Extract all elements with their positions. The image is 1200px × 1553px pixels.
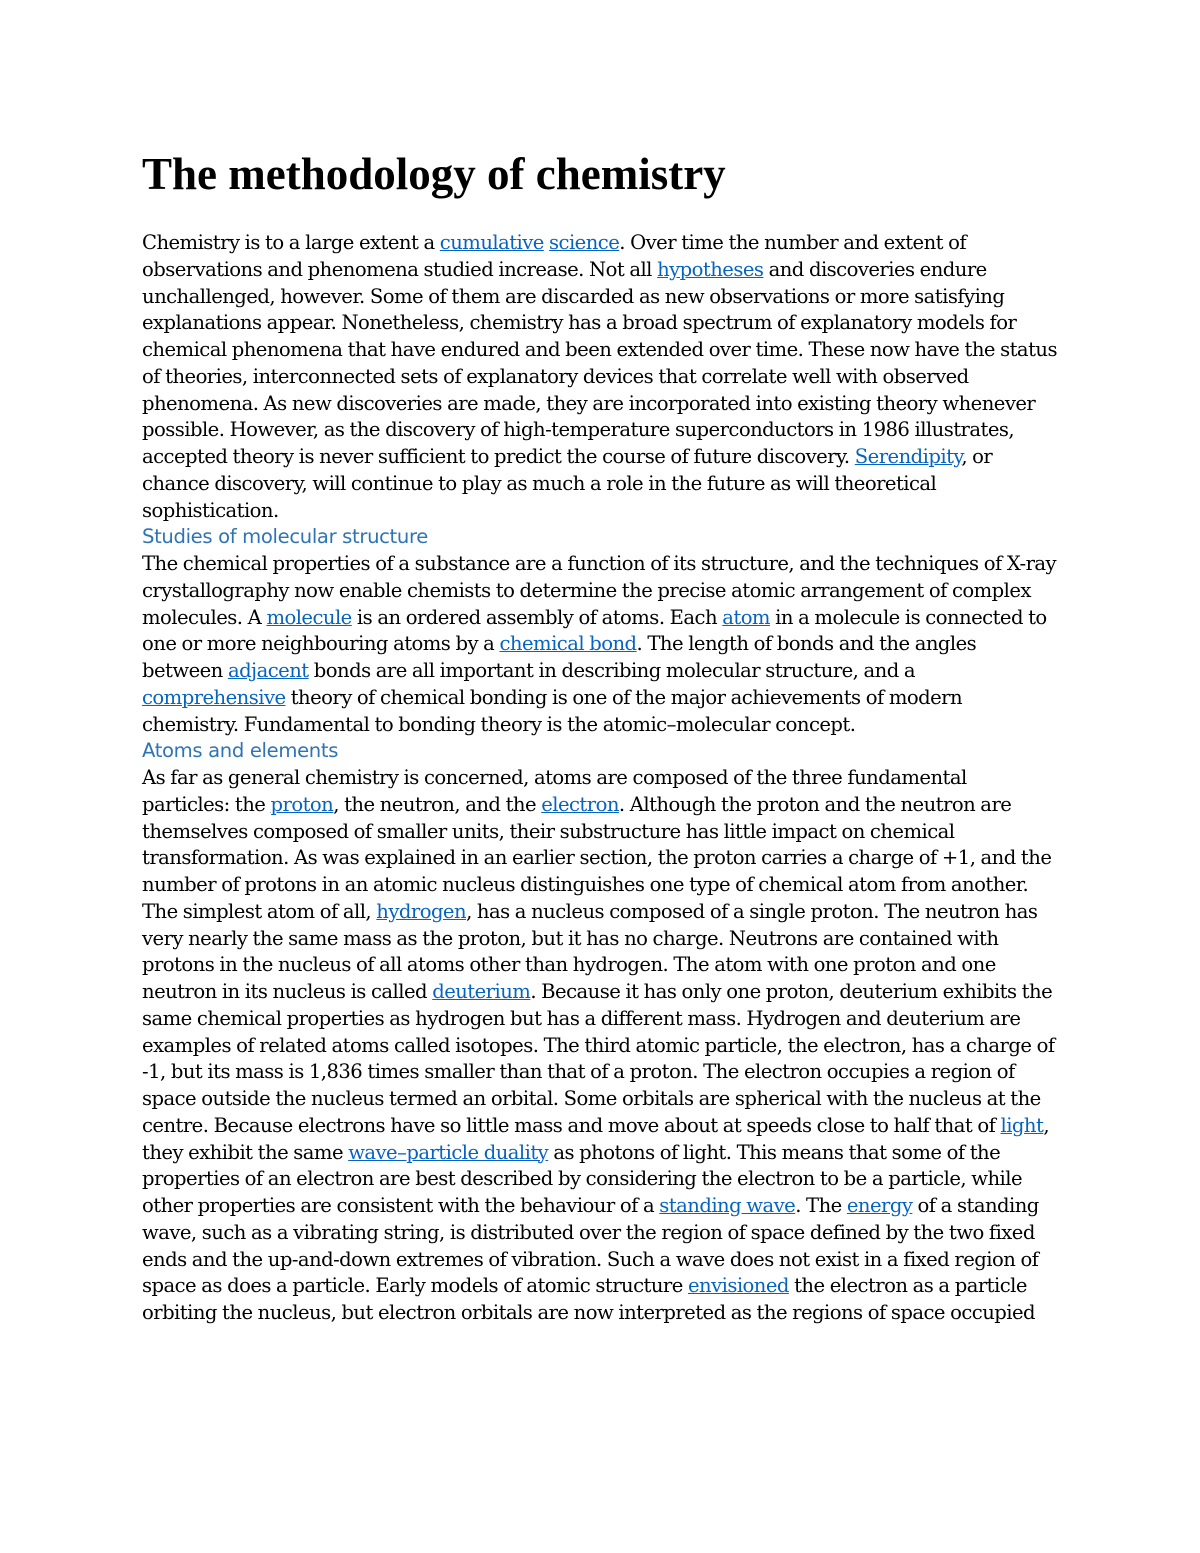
link-adjacent[interactable]: adjacent bbox=[227, 659, 309, 682]
text-run: , they exhibit the same bbox=[142, 1113, 1050, 1164]
section-heading-molecular-structure: Studies of molecular structure bbox=[142, 525, 428, 549]
document-body bbox=[142, 138, 1057, 1327]
link-molecule[interactable]: molecule bbox=[266, 605, 352, 629]
link-serendipity[interactable]: Serendipity bbox=[854, 445, 962, 468]
text-run: The chemical properties of a substance are a function of its structure, and the techniques of X-ray crystallography now enable chemists to determine the precise atomic arrangement of complex molecules. A bbox=[142, 552, 1057, 629]
text-run: in a molecule is connected to one or more neighbouring atoms by a bbox=[142, 605, 1047, 656]
link-standing-wave[interactable]: standing wave bbox=[659, 1194, 796, 1217]
text-run: is an ordered assembly of atoms. Each bbox=[351, 605, 723, 629]
link-chemical-bond[interactable]: chemical bond bbox=[499, 632, 637, 656]
text-run: the electron as a particle orbiting the nucleus, but electron orbitals are now interpreted as the regions of space occupied bbox=[142, 1274, 1036, 1324]
text-run: , the neutron, and the bbox=[333, 792, 542, 816]
link-cumulative[interactable]: cumulative bbox=[439, 231, 544, 254]
section-heading-atoms-elements: Atoms and elements bbox=[142, 739, 339, 763]
link-proton[interactable]: proton bbox=[270, 792, 334, 816]
text-run: and discoveries endure unchallenged, however. Some of them are discarded as new observations or more satisfying explanations appear. Nonetheless, chemistry has a broad spectrum of explanatory models for chemical phenomena that have endured and been extended over time. These now have the status of theories, interconnected sets of explanatory devices that correlate well with observed phenomena. As new discoveries are made, they are incorporated into existing theory whenever possible. However, as the discovery of high-temperature superconductors in 1986 illustrates, accepted theory is never sufficient to predict the course of future discovery. bbox=[142, 257, 1057, 468]
text-run: . Over time the number and extent of observations and phenomena studied increase. Not all bbox=[142, 231, 967, 281]
link-light[interactable]: light bbox=[1000, 1113, 1044, 1137]
text-run: as photons of light. This means that some of the properties of an electron are best described by considering the electron to be a particle, while other properties are consistent with the behaviour of a bbox=[142, 1140, 1022, 1217]
text-run: of a standing wave, such as a vibrating string, is distributed over the region of space defined by the two fixed ends and the up-and-down extremes of vibration. Such a wave does not exist in a fixed region of space as does a particle. Early models of atomic structure bbox=[142, 1194, 1039, 1298]
text-run: Chemistry is to a large extent a bbox=[142, 231, 440, 254]
link-electron[interactable]: electron bbox=[541, 792, 619, 816]
link-science[interactable]: science bbox=[549, 231, 620, 254]
link-deuterium[interactable]: deuterium bbox=[432, 980, 531, 1003]
text-run: . The bbox=[795, 1194, 847, 1217]
page-title: The methodology of chemistry bbox=[142, 149, 726, 199]
link-wave-particle-duality[interactable]: wave–particle duality bbox=[348, 1140, 549, 1164]
paragraph-intro bbox=[142, 230, 1057, 524]
text-run: . The length of bonds and the angles between bbox=[142, 632, 977, 682]
text-run: , or chance discovery, will continue to play as much a role in the future as will theoretical sophistication. bbox=[142, 445, 993, 522]
text-run: . Although the proton and the neutron are themselves composed of smaller units, their substructure has little impact on chemical transformation. As was explained in an earlier section, the proton carries a charge of +1, and the number of protons in an atomic nucleus distinguishes one type of chemical atom from another. The simplest atom of all, bbox=[142, 792, 1052, 923]
text-run: . Because it has only one proton, deuterium exhibits the same chemical properties as hydrogen but has a different mass. Hydrogen and deuterium are examples of related atoms called isotopes. The third atomic particle, the electron, has a charge of -1, but its mass is 1,836 times smaller than that of a proton. The electron occupies a region of space outside the nucleus termed an orbital. Some orbitals are spherical with the nucleus at the centre. Because electrons have so little mass and move about at speeds close to half that of bbox=[142, 980, 1055, 1137]
link-hypotheses[interactable]: hypotheses bbox=[657, 257, 764, 281]
link-hydrogen[interactable]: hydrogen bbox=[376, 899, 467, 923]
link-comprehensive[interactable]: comprehensive bbox=[142, 685, 286, 709]
link-atom[interactable]: atom bbox=[722, 605, 770, 629]
paragraph-molecular-structure bbox=[142, 551, 1057, 738]
text-run: theory of chemical bonding is one of the major achievements of modern chemistry. Fundamental to bonding theory is the atomic–molecular concept. bbox=[142, 685, 963, 736]
link-energy[interactable]: energy bbox=[846, 1194, 913, 1217]
paragraph-atoms-elements bbox=[142, 765, 1057, 1327]
text-run: As far as general chemistry is concerned, atoms are composed of the three fundamental particles: the bbox=[142, 766, 967, 816]
text-run: bonds are all important in describing molecular structure, and a bbox=[308, 659, 916, 682]
link-envisioned[interactable]: envisioned bbox=[687, 1274, 789, 1298]
text-run: , has a nucleus composed of a single proton. The neutron has very nearly the same mass as the proton, but it has no charge. Neutrons are contained with protons in the nucleus of all atoms other than hydrogen. The atom with one proton and one neutron in its nucleus is called bbox=[142, 899, 1038, 1003]
